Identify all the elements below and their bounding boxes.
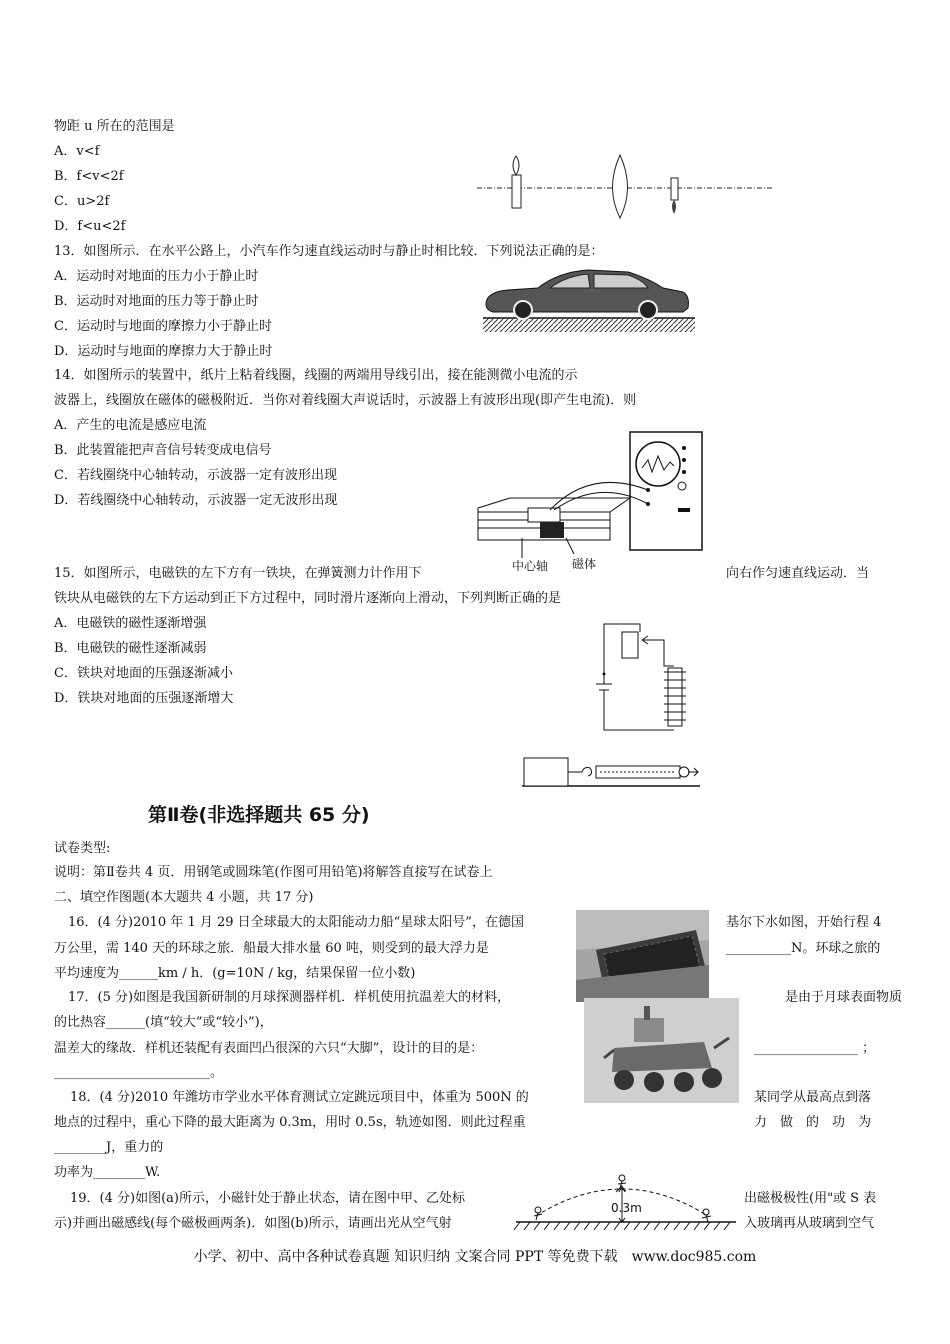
oscilloscope-figure (470, 428, 710, 558)
q15-option-c: C．铁块对地面的压强逐渐减小 (54, 666, 233, 681)
q15-stem-line1b: 向右作匀速直线运动．当 (726, 566, 870, 581)
q18-line4: 功率为________W. (54, 1165, 161, 1180)
q16-line2a: 万公里，需 140 天的环球之旅．船最大排水量 60 吨，则受到的最大浮力是 (54, 941, 489, 956)
q19-line2a: 示)并画出磁感线(每个磁极画两条)．如图(b)所示，请画出光从空气射 (54, 1216, 452, 1231)
car-figure (478, 264, 698, 334)
q17-line4: ________________________。 (54, 1065, 224, 1080)
lunar-rover-photo (584, 998, 739, 1103)
q12-option-d: D．f<u<2f (54, 219, 126, 234)
section-title: 第Ⅱ卷(非选择题共 65 分) (148, 804, 370, 826)
solar-boat-photo (576, 910, 709, 1002)
q17-line2: 的比热容______(填“较大”或“较小”)， (54, 1015, 273, 1030)
label-magnet: 磁体 (572, 557, 597, 571)
q18-line2b: 力 做 的 功 为 (754, 1115, 872, 1130)
q14-option-a: A．产生的电流是感应电流 (54, 418, 207, 433)
q17-line3b: ________________ ； (754, 1041, 876, 1056)
label-center-axis: 中心轴 (512, 559, 549, 573)
q18-line3: ________J，重力的 (54, 1140, 164, 1155)
q17-line1b: 是由于月球表面物质 (785, 990, 903, 1005)
q14-stem-line1: 14．如图所示的装置中，纸片上粘着线圈，线圈的两端用导线引出，接在能测微小电流的示 (54, 368, 578, 383)
q14-option-b: B．此装置能把声音信号转变成电信号 (54, 443, 272, 458)
q12-stem: 物距 u 所在的范围是 (54, 119, 175, 134)
q13-stem: 13．如图所示．在水平公路上，小汽车作匀速直线运动时与静止时相比较．下列说法正确的是： (54, 244, 604, 259)
q15-option-b: B．电磁铁的磁性逐渐减弱 (54, 641, 207, 656)
electromagnet-circuit-figure (592, 620, 704, 736)
q12-option-a: A．v<f (54, 144, 100, 159)
lens-figure (475, 150, 775, 222)
q18-line1b: 某同学从最高点到落 (754, 1090, 872, 1105)
q14-option-c: C．若线圈绕中心轴转动，示波器一定有波形出现 (54, 468, 337, 483)
q12-option-b: B．f<v<2f (54, 169, 124, 184)
q14-option-d: D．若线圈绕中心轴转动，示波器一定无波形出现 (54, 493, 338, 508)
page-footer: 小学、初中、高中各种试卷真题 知识归纳 文案合同 PPT 等免费下载 www.doc985.com (193, 1249, 757, 1265)
q14-stem-line2: 波器上，线圈放在磁体的磁极附近．当你对着线圈大声说话时，示波器上有波形出现(即产生电流)．则 (54, 393, 637, 408)
q13-option-a: A．运动时对地面的压力小于静止时 (54, 269, 259, 284)
q13-option-c: C．运动时与地面的摩擦力小于静止时 (54, 319, 272, 334)
q15-stem-line2: 铁块从电磁铁的左下方运动到正下方过程中，同时滑片逐渐向上滑动，下列判断正确的是 (54, 591, 562, 606)
q12-option-c: C．u>2f (54, 194, 110, 209)
q17-line1a: 17．(5 分)如图是我国新研制的月球探测器样机．样机使用抗温差大的材料， (68, 990, 511, 1005)
q17-line3a: 温差大的缘故．样机还装配有表面凹凸很深的六只“大脚”，设计的目的是： (54, 1041, 484, 1056)
q15-option-a: A．电磁铁的磁性逐渐增强 (54, 616, 207, 631)
q13-option-d: D．运动时与地面的摩擦力大于静止时 (54, 344, 273, 359)
q16-line2b: __________N。环球之旅的 (726, 941, 881, 956)
q18-line2a: 地点的过程中，重心下降的最大距离为 0.3m，用时 0.5s，轨迹如图．则此过程重 (54, 1115, 526, 1130)
q19-line2b: 入玻璃再从玻璃到空气 (744, 1216, 875, 1231)
q16-line1a: 16．(4 分)2010 年 1 月 29 日全球最大的太阳能动力船“星球太阳号”，在德国 (68, 915, 524, 930)
q19-line1b: 出磁极极性(用"或 S 表 (744, 1191, 877, 1206)
q18-line1a: 18．(4 分)2010 年潍坊市学业水平体育测试立定跳远项目中，体重为 500N 的 (70, 1090, 529, 1105)
q16-line3: 平均速度为______km / h．(g=10N / kg，结果保留一位小数) (54, 966, 416, 981)
q19-line1a: 19．(4 分)如图(a)所示，小磁针处于静止状态，请在图中甲、乙处标 (70, 1191, 465, 1206)
spring-scale-figure (520, 752, 702, 790)
q16-line1b: 基尔下水如图，开始行程 4 (726, 915, 882, 930)
q13-option-b: B．运动时对地面的压力等于静止时 (54, 294, 259, 309)
q15-stem-line1a: 15．如图所示，电磁铁的左下方有一铁块，在弹簧测力计作用下 (54, 566, 422, 581)
section-note: 说明：第Ⅱ卷共 4 页．用钢笔或圆珠笔(作图可用铅笔)将解答直接写在试卷上 (54, 865, 493, 880)
paper-type-label: 试卷类型: (54, 841, 111, 856)
q15-option-d: D．铁块对地面的压强逐渐增大 (54, 691, 234, 706)
part-heading: 二、填空作图题(本大题共 4 小题，共 17 分) (54, 890, 314, 905)
height-label: 0.3m (611, 1201, 642, 1215)
